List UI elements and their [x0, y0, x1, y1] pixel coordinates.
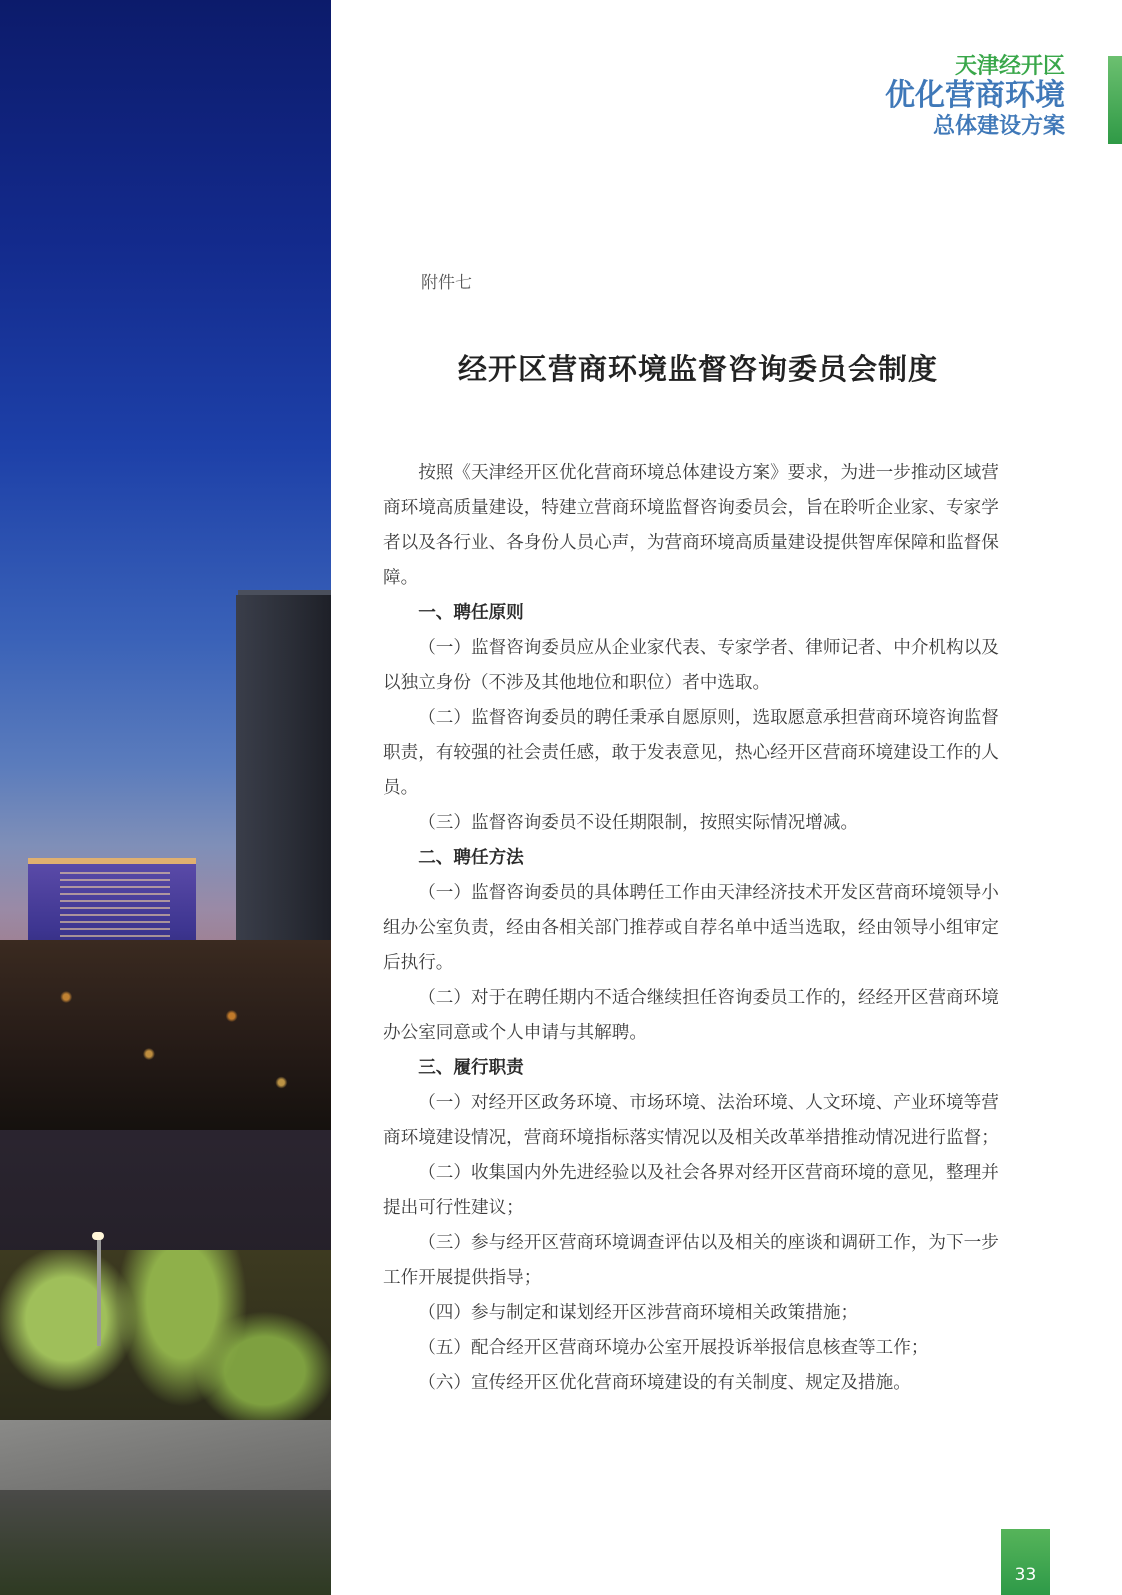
document-header [885, 54, 1065, 139]
header-line-3: 总体建设方案 [932, 113, 1065, 139]
body-paragraph: （三）参与经开区营商环境调查评估以及相关的座谈和调研工作，为下一步工作开展提供指导； [383, 1233, 999, 1288]
city-lights [0, 940, 331, 1130]
attachment-label: 附件七 [421, 273, 472, 293]
cover-photo-night-city [0, 0, 331, 1595]
body-paragraph: （一）监督咨询委员的具体聘任工作由天津经济技术开发区营商环境领导小组办公室负责，经由各相关部门推荐或自荐名单中适当选取，经由领导小组审定后执行。 [383, 883, 999, 973]
road [0, 1420, 331, 1490]
page-number: 33 [1014, 1565, 1037, 1585]
document-body [383, 456, 1003, 1401]
body-paragraph: （二）对于在聘任期内不适合继续担任咨询委员工作的，经经开区营商环境办公室同意或个人申请与其解聘。 [383, 988, 999, 1043]
street-lamp-light [92, 1232, 104, 1240]
section-heading: 三、履行职责 [418, 1058, 524, 1078]
page-title: 经开区营商环境监督咨询委员会制度 [457, 352, 938, 386]
header-line-2: 优化营商环境 [885, 78, 1065, 114]
body-paragraph: 按照《天津经开区优化营商环境总体建设方案》要求，为进一步推动区域营商环境高质量建设，特建立营商环境监督咨询委员会，旨在聆听企业家、专家学者以及各行业、各身份人员心声，为营商环境高质量建设提供智库保障和监督保障。 [383, 463, 999, 588]
body-paragraph: （一）对经开区政务环境、市场环境、法治环境、人文环境、产业环境等营商环境建设情况，营商环境指标落实情况以及相关改革举措推动情况进行监督； [383, 1093, 999, 1148]
body-paragraph: （三）监督咨询委员不设任期限制，按照实际情况增减。 [418, 813, 859, 833]
header-accent-bar [1108, 56, 1122, 144]
office-tower [236, 595, 331, 950]
body-paragraph: （六）宣传经开区优化营商环境建设的有关制度、规定及措施。 [418, 1373, 911, 1393]
body-paragraph: （二）收集国内外先进经验以及社会各界对经开区营商环境的意见，整理并提出可行性建议； [383, 1163, 999, 1218]
section-heading: 一、聘任原则 [418, 603, 524, 623]
street-lamp-pole [97, 1236, 101, 1346]
body-paragraph: （一）监督咨询委员应从企业家代表、专家学者、律师记者、中介机构以及以独立身份（不涉及其他地位和职位）者中选取。 [383, 638, 999, 693]
header-line-1: 天津经开区 [954, 54, 1065, 79]
body-paragraph: （四）参与制定和谋划经开区涉营商环境相关政策措施； [418, 1303, 859, 1323]
document-content [383, 268, 1003, 1401]
body-paragraph: （五）配合经开区营商环境办公室开展投诉举报信息核查等工作； [418, 1338, 929, 1358]
page-number-box [1001, 1529, 1050, 1595]
body-paragraph: （二）监督咨询委员的聘任秉承自愿原则，选取愿意承担营商环境咨询监督职责，有较强的社会责任感，敢于发表意见，热心经开区营商环境建设工作的人员。 [383, 708, 999, 798]
section-heading: 二、聘任方法 [418, 848, 524, 868]
